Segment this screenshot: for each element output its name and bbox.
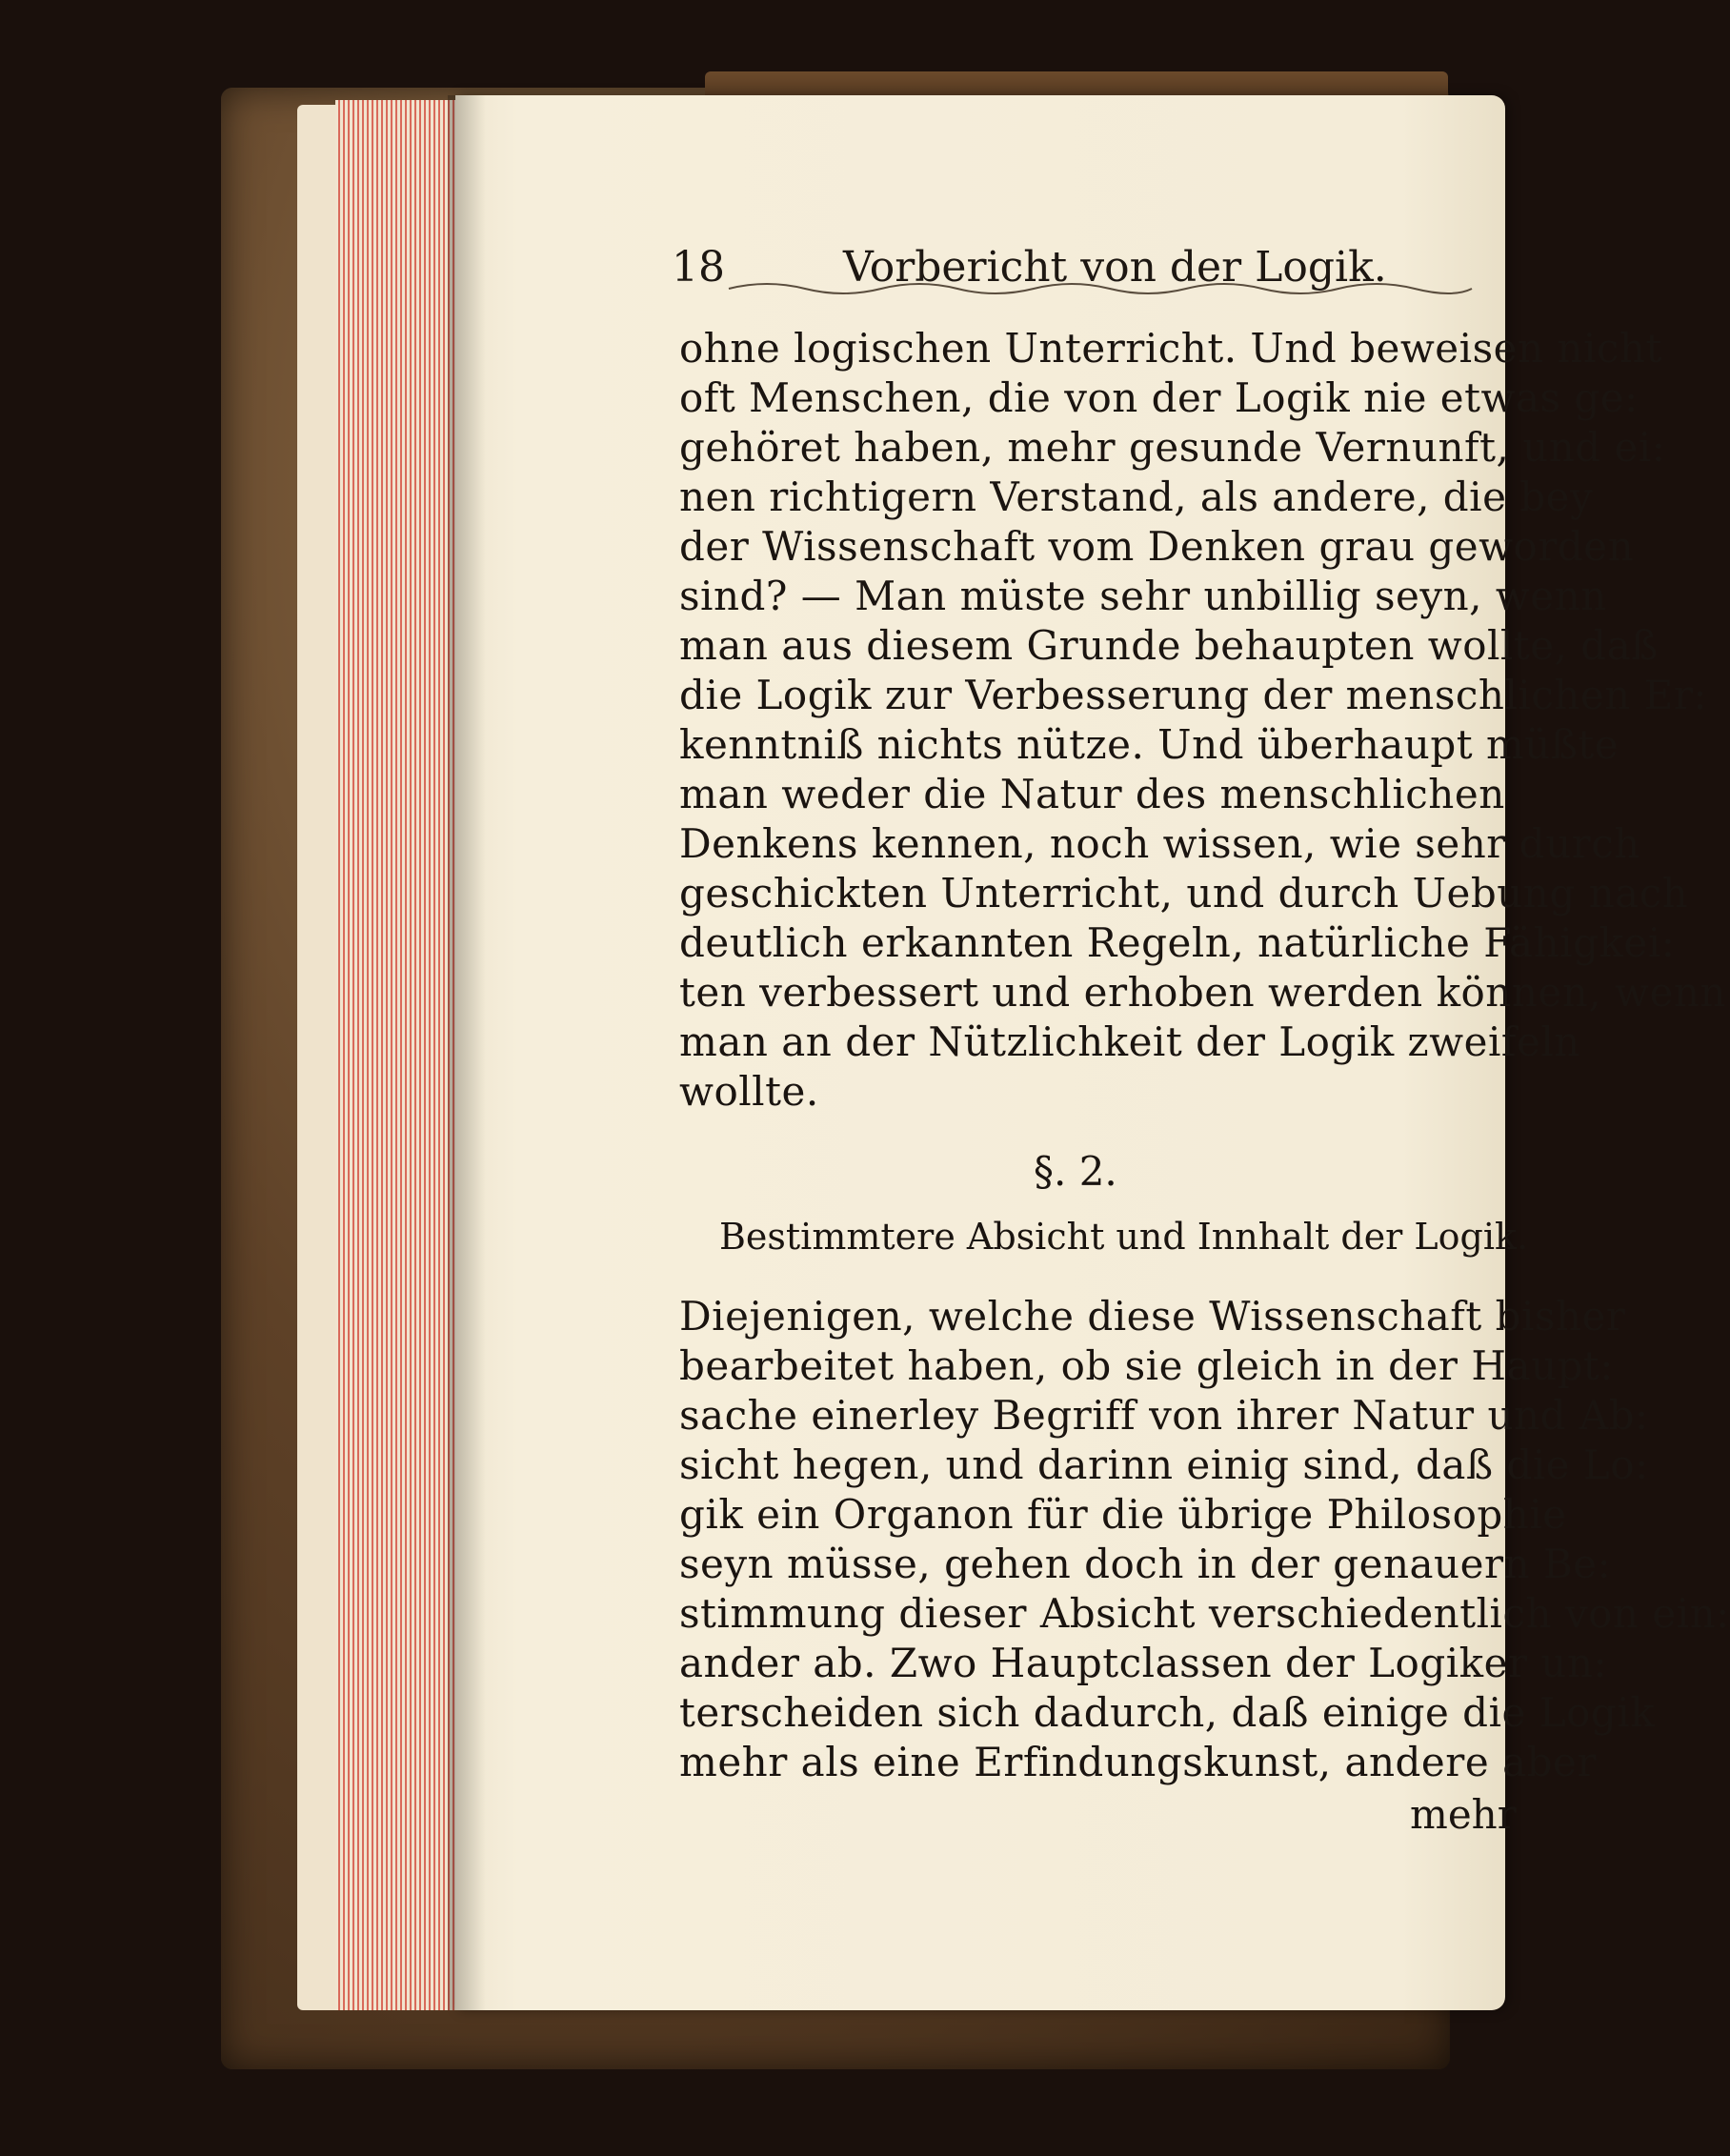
text-line: die Logik zur Verbesserung der menschlichen Er: [679, 672, 1708, 718]
text-line: sicht hegen, und darinn einig sind, daß die Lo: [679, 1441, 1649, 1488]
text-line: wollte. [679, 1068, 819, 1115]
text-line: Denkens kennen, noch wissen, wie sehr durch [679, 820, 1640, 867]
paragraph-2 [679, 1292, 1730, 1787]
text-line: Diejenigen, welche diese Wissenschaft bisher [679, 1293, 1626, 1340]
section-mark: §. 2. [1034, 1148, 1117, 1195]
text-line: bearbeitet haben, ob sie gleich in der Haupt: [679, 1342, 1614, 1389]
text-line: kenntniß nichts nütze. Und überhaupt müßte [679, 721, 1619, 768]
spine-shadow [448, 95, 486, 2010]
text-line: nen richtigern Verstand, als andere, die bey [679, 474, 1594, 520]
text-line: deutlich erkannten Regeln, natürliche Fähigkei: [679, 919, 1676, 966]
text-line: ander ab. Zwo Hauptclassen der Logiker un: [679, 1640, 1608, 1686]
text-line: ten verbessert und erhoben werden können, wenn [679, 969, 1726, 1016]
section-heading: Bestimmtere Absicht und Innhalt der Logik. [719, 1216, 1529, 1258]
text-line: stimmung dieser Absicht verschiedentlich von ein: [679, 1590, 1730, 1637]
text-line: der Wissenschaft vom Denken grau geworden [679, 523, 1635, 570]
text-line: sache einerley Begriff von ihrer Natur und Ab: [679, 1392, 1649, 1439]
text-line: seyn müsse, gehen doch in der genauern Be: [679, 1541, 1612, 1587]
text-line: gehöret haben, mehr gesunde Vernunft, und ei: [679, 424, 1666, 471]
text-line: ohne logischen Unterricht. Und beweisen nicht [679, 325, 1662, 372]
paragraph-1 [679, 324, 1726, 1117]
page-header [672, 243, 1491, 300]
text-line: sind? — Man müste sehr unbillig seyn, wenn [679, 573, 1607, 619]
text-line: oft Menschen, die von der Logik nie etwas ge: [679, 374, 1639, 421]
red-page-edges [335, 100, 457, 2010]
text-line: terscheiden sich dadurch, daß einige die Logik [679, 1689, 1656, 1736]
page-number: 18 [672, 243, 725, 292]
text-line: mehr als eine Erfindungskunst, andere aber [679, 1739, 1597, 1785]
text-line: man an der Nützlichkeit der Logik zweifeln [679, 1018, 1580, 1065]
text-line: man weder die Natur des menschlichen [679, 771, 1505, 817]
text-line: gik ein Organon für die übrige Philosophie [679, 1491, 1567, 1538]
header-ornament [729, 279, 1472, 298]
text-line: man aus diesem Grunde behaupten wollte, daß [679, 622, 1659, 669]
catchword: mehr [1410, 1791, 1517, 1838]
text-line: geschickten Unterricht, und durch Uebung nach [679, 870, 1689, 917]
running-title: Vorbericht von der Logik. [843, 243, 1387, 292]
